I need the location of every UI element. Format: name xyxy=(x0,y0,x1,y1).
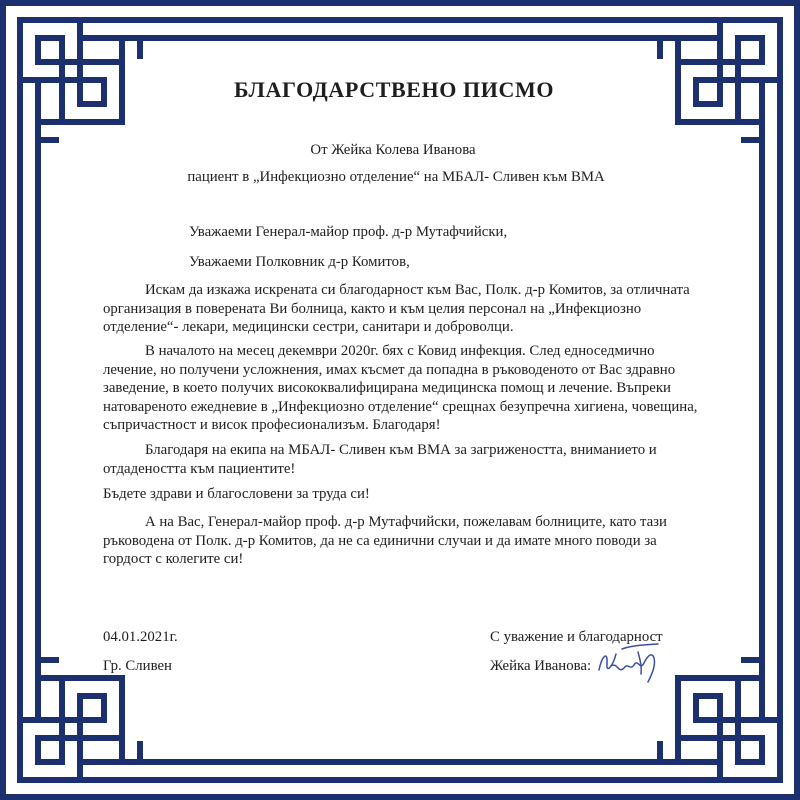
salutation-general: Уважаеми Генерал-майор проф. д-р Мутафчийски, xyxy=(189,224,508,240)
corner-ornament-bottom-right xyxy=(660,660,780,780)
sender-line: От Жейка Колева Иванова xyxy=(310,142,476,158)
paragraph-line: гордост с колегите си! xyxy=(103,551,244,567)
letter-title: БЛАГОДАРСТВЕНО ПИСМО xyxy=(233,77,555,102)
paragraph-line: организация в поверената Ви болница, както и към целия персонал на „Инфекциозно xyxy=(103,300,642,317)
corner-ornament-bottom-left xyxy=(20,660,140,780)
paragraph-blessing xyxy=(103,485,370,504)
paragraph-treatment xyxy=(103,342,697,435)
salutation-colonel: Уважаеми Полковник д-р Комитов, xyxy=(189,254,410,270)
paragraph-line: отделение“- лекари, медицински сестри, санитари и доброволци. xyxy=(103,319,514,335)
paragraph-line: Искам да изкажа искрената си благодарност към Вас, Полк. д-р Комитов, за отличната xyxy=(145,282,690,298)
closing-phrase: С уважение и благодарност xyxy=(490,629,663,645)
signatory-name: Жейка Иванова: xyxy=(490,658,592,674)
sender-affiliation: пациент в „Инфекциозно отделение“ на МБАЛ- Сливен към ВМА xyxy=(187,169,605,185)
paragraph-line: А на Вас, Генерал-майор проф. д-р Мутафчийски, пожелавам болниците, като тази xyxy=(145,514,667,530)
paragraph-team-thanks xyxy=(103,441,657,478)
letter-place: Гр. Сливен xyxy=(103,658,172,674)
border-top-bands xyxy=(80,20,720,38)
handwritten-signature xyxy=(594,640,664,684)
letter-date: 04.01.2021г. xyxy=(103,629,178,645)
paragraph-line: отдадеността към пациентите! xyxy=(103,460,296,477)
paragraph-gratitude xyxy=(103,281,690,337)
paragraph-line: съпричастност и висок професионализъм. Благодаря! xyxy=(103,417,441,433)
paragraph-line: ръководена от Полк. д-р Комитов, да не са единични случаи и да имате много поводи за xyxy=(103,532,657,549)
paragraph-line: Бъдете здрави и благословени за труда си! xyxy=(103,486,370,502)
paragraph-line: Благодаря на екипа на МБАЛ- Сливен към ВМА за загрижеността, вниманието и xyxy=(145,442,657,458)
paragraph-line: заведение, в което получих висококвалифицирана медицинска помощ и лечение. Въпреки xyxy=(103,380,671,396)
paragraph-wishes xyxy=(103,513,667,569)
border-bottom-bands xyxy=(80,762,720,780)
paragraph-line: натовареното ежедневие в „Инфекциозно отделение“ срещнах безупречна хигиена, човещина, xyxy=(103,398,698,415)
paragraph-line: лечение, но получени усложнения, имах късмет да попадна в ръководеното от Вас здравно xyxy=(103,361,676,378)
paragraph-line: В началото на месец декември 2020г. бях с Ковид инфекция. След едноседмично xyxy=(145,343,655,359)
